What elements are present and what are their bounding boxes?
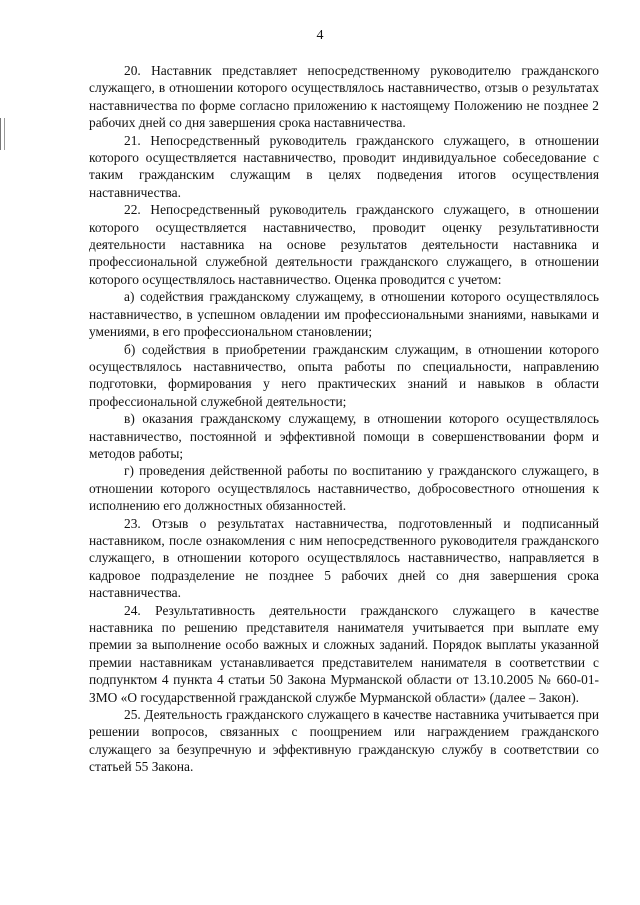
- paragraph-21: 21. Непосредственный руководитель гражданского служащего, в отношении которого осуществляется наставничество, проводит индивидуальное собеседование с таким гражданским служащим в целях подведения итогов осуществления наставничества.: [89, 132, 599, 200]
- paragraph-22-g: г) проведения действенной работы по воспитанию у гражданского служащего, в отношении которого осуществлялось наставничество, добросовестного отношения к исполнению его должностных обязанностей.: [89, 463, 599, 514]
- paragraph-23: 23. Отзыв о результатах наставничества, подготовленный и подписанный наставником, после ознакомления с ним непосредственного руководителя гражданского служащего, в отношении которого осуществлялось наставничество, направляется в кадровое подразделение не позднее 5 рабочих дней со дня завершения срока наставничества.: [89, 515, 599, 601]
- paragraph-22-v: в) оказания гражданскому служащему, в отношении которого осуществлялось наставничество, постоянной и эффективной помощи в совершенствовании форм и методов работы;: [89, 411, 599, 461]
- paragraph-22-a: а) содействия гражданскому служащему, в отношении которого осуществлялось наставничество, в успешном овладении им профессиональными знаниями, навыками и умениями, в его профессиональном становлении;: [89, 289, 599, 340]
- page-number: 4: [316, 28, 324, 43]
- paragraph-25: 25. Деятельность гражданского служащего в качестве наставника учитывается при решении вопросов, связанных с поощрением или награждением гражданского служащего за безупречную и эффективную гражданскую службу в соответствии со статьей 55 Закона.: [89, 707, 599, 775]
- paragraph-24: 24. Результативность деятельности гражданского служащего в качестве наставника по решению представителя нанимателя учитывается при выплате ему премии за выполнение особо важных и сложных заданий. Порядок выплаты указанной премии наставникам устанавливается представителем нанимателя в соответствии с подпунктом 4 пункта 4 статьи 50 Закона Мурманской области от 13.10.2005 № 660-01-ЗМО «О государственной гражданской службе Мурманской области» (далее – Закон).: [89, 602, 599, 705]
- paragraph-22: 22. Непосредственный руководитель гражданского служащего, в отношении которого осуществляется наставничество, проводит оценку результативности деятельности наставника на основе результатов деятельности наставника и профессиональной служебной деятельности гражданского служащего, в отношении которого осуществлялось наставничество. Оценка проводится с учетом:: [89, 202, 599, 287]
- paragraph-22-b: б) содействия в приобретении гражданским служащим, в отношении которого осуществлялось наставничество, опыта работы по специальности, направлению подготовки, формирования у него практических знаний и навыков в области профессиональной служебной деятельности;: [89, 341, 599, 409]
- paragraph-20: 20. Наставник представляет непосредственному руководителю гражданского служащего, в отношении которого осуществлялось наставничество, отзыв о результатах наставничества по форме согласно приложению к настоящему Положению не позднее 2 рабочих дней со дня завершения срока наставничества.: [89, 63, 599, 131]
- document-body: [89, 62, 599, 776]
- margin-mark: [0, 118, 5, 150]
